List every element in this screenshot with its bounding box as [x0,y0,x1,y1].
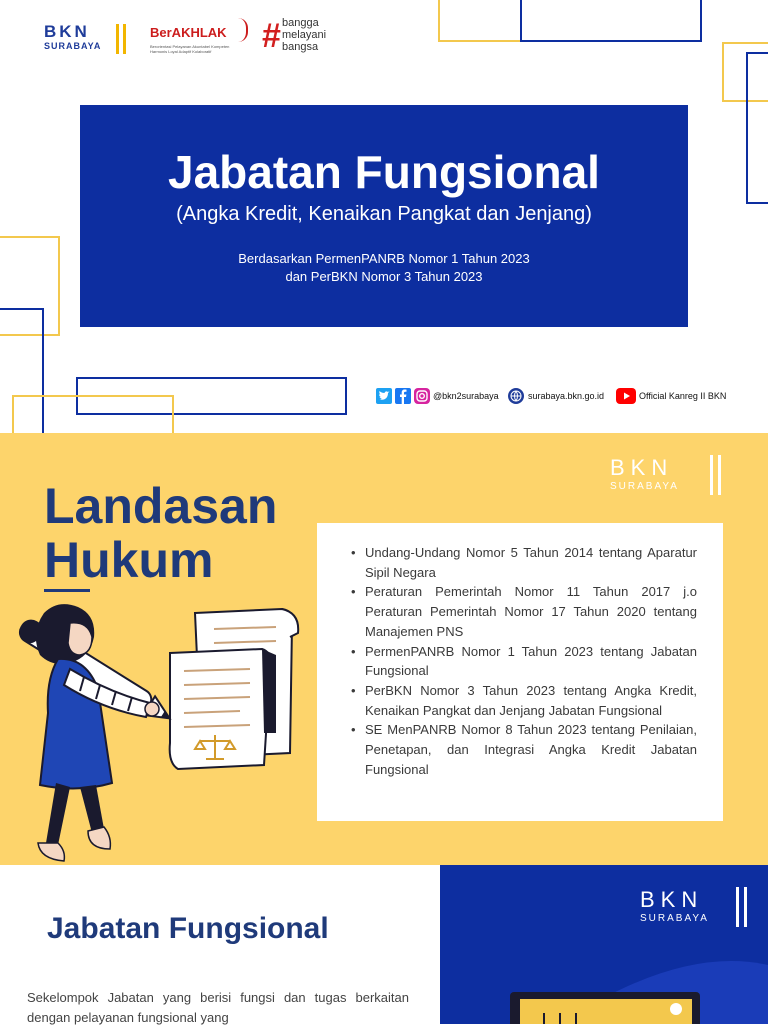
bkn-logo-white [640,885,760,935]
swoosh-icon [238,18,248,42]
website-link[interactable]: surabaya.bkn.go.id [528,391,605,401]
bkn-logo-sub: SURABAYA [44,41,102,51]
bangga-line3: bangsa [282,41,319,53]
list-item: • PermenPANRB Nomor 1 Tahun 2023 tentang Jabatan Fungsional [351,642,697,681]
section-title-line2: Hukum [44,532,214,588]
bkn-logo-white [610,453,730,503]
globe-icon [508,388,524,404]
definition-text: Sekelompok Jabatan yang berisi fungsi dan tugas berkaitan dengan pelayanan fungsional yang [27,990,409,1025]
section-title: Jabatan Fungsional [47,912,329,945]
list-item: • Undang-Undang Nomor 5 Tahun 2014 tentang Aparatur Sipil Negara [351,543,697,582]
legal-basis-line: Berdasarkan PermenPANRB Nomor 1 Tahun 2023 [238,251,530,266]
berakhlak-logo [148,18,250,58]
legal-basis-list [351,543,697,779]
landasan-hukum-section [0,433,768,865]
bangga-line1: bangga [282,17,319,29]
instagram-icon[interactable] [414,388,430,404]
page-title: Jabatan Fungsional [168,146,600,198]
youtube-icon[interactable] [616,388,636,404]
berakhlak-tagline: Berorientasi Pelayanan Akuntabel Kompeten Harmonis Loyal Adaptif Kolaboratif [150,44,230,54]
list-item: • Peraturan Pemerintah Nomor 11 Tahun 2017 j.o Peraturan Pemerintah Nomor 17 Tahun 2020 tentang Manajemen PNS [351,582,697,641]
list-item: • PerBKN Nomor 3 Tahun 2023 tentang Angka Kredit, Kenaikan Pangkat dan Jenjang Jabatan Fungsional [351,681,697,720]
section-title [44,479,277,587]
bkn-logo-sub: SURABAYA [610,481,679,492]
legal-basis-card [317,523,723,821]
blue-panel [440,865,768,1024]
legal-basis-line: dan PerBKN Nomor 3 Tahun 2023 [285,269,483,284]
twitter-icon[interactable] [376,388,392,404]
youtube-channel-link[interactable]: Official Kanreg II BKN [639,391,727,401]
decor-frame [746,52,768,204]
berakhlak-name: BerAKHLAK [150,25,227,40]
title-underline [44,589,90,592]
social-bar [376,386,726,408]
section-title-line1: Landasan [44,478,278,534]
woman-writing-illustration [0,593,310,865]
facebook-icon[interactable] [395,388,411,404]
decor-frame [520,0,702,42]
bkn-logo-sub: SURABAYA [640,913,709,924]
bkn-logo-name: BKN [44,22,90,41]
bangga-line2: melayani [282,29,327,41]
page-subtitle: (Angka Kredit, Kenaikan Pangkat dan Jenjang) [176,203,592,225]
bkn-bars-icon [116,24,128,54]
hero-banner [80,105,688,327]
hash-icon: # [262,17,281,55]
bkn-logo-name: BKN [610,455,674,480]
social-handle[interactable]: @bkn2surabaya [433,391,499,401]
bangga-melayani-logo [262,16,342,58]
list-item: • SE MenPANRB Nomor 8 Tahun 2023 tentang Penilaian, Penetapan, dan Integrasi Angka Kredit Jabatan Fungsional [351,720,697,779]
bkn-logo [44,22,130,58]
bkn-logo-name: BKN [640,887,704,912]
